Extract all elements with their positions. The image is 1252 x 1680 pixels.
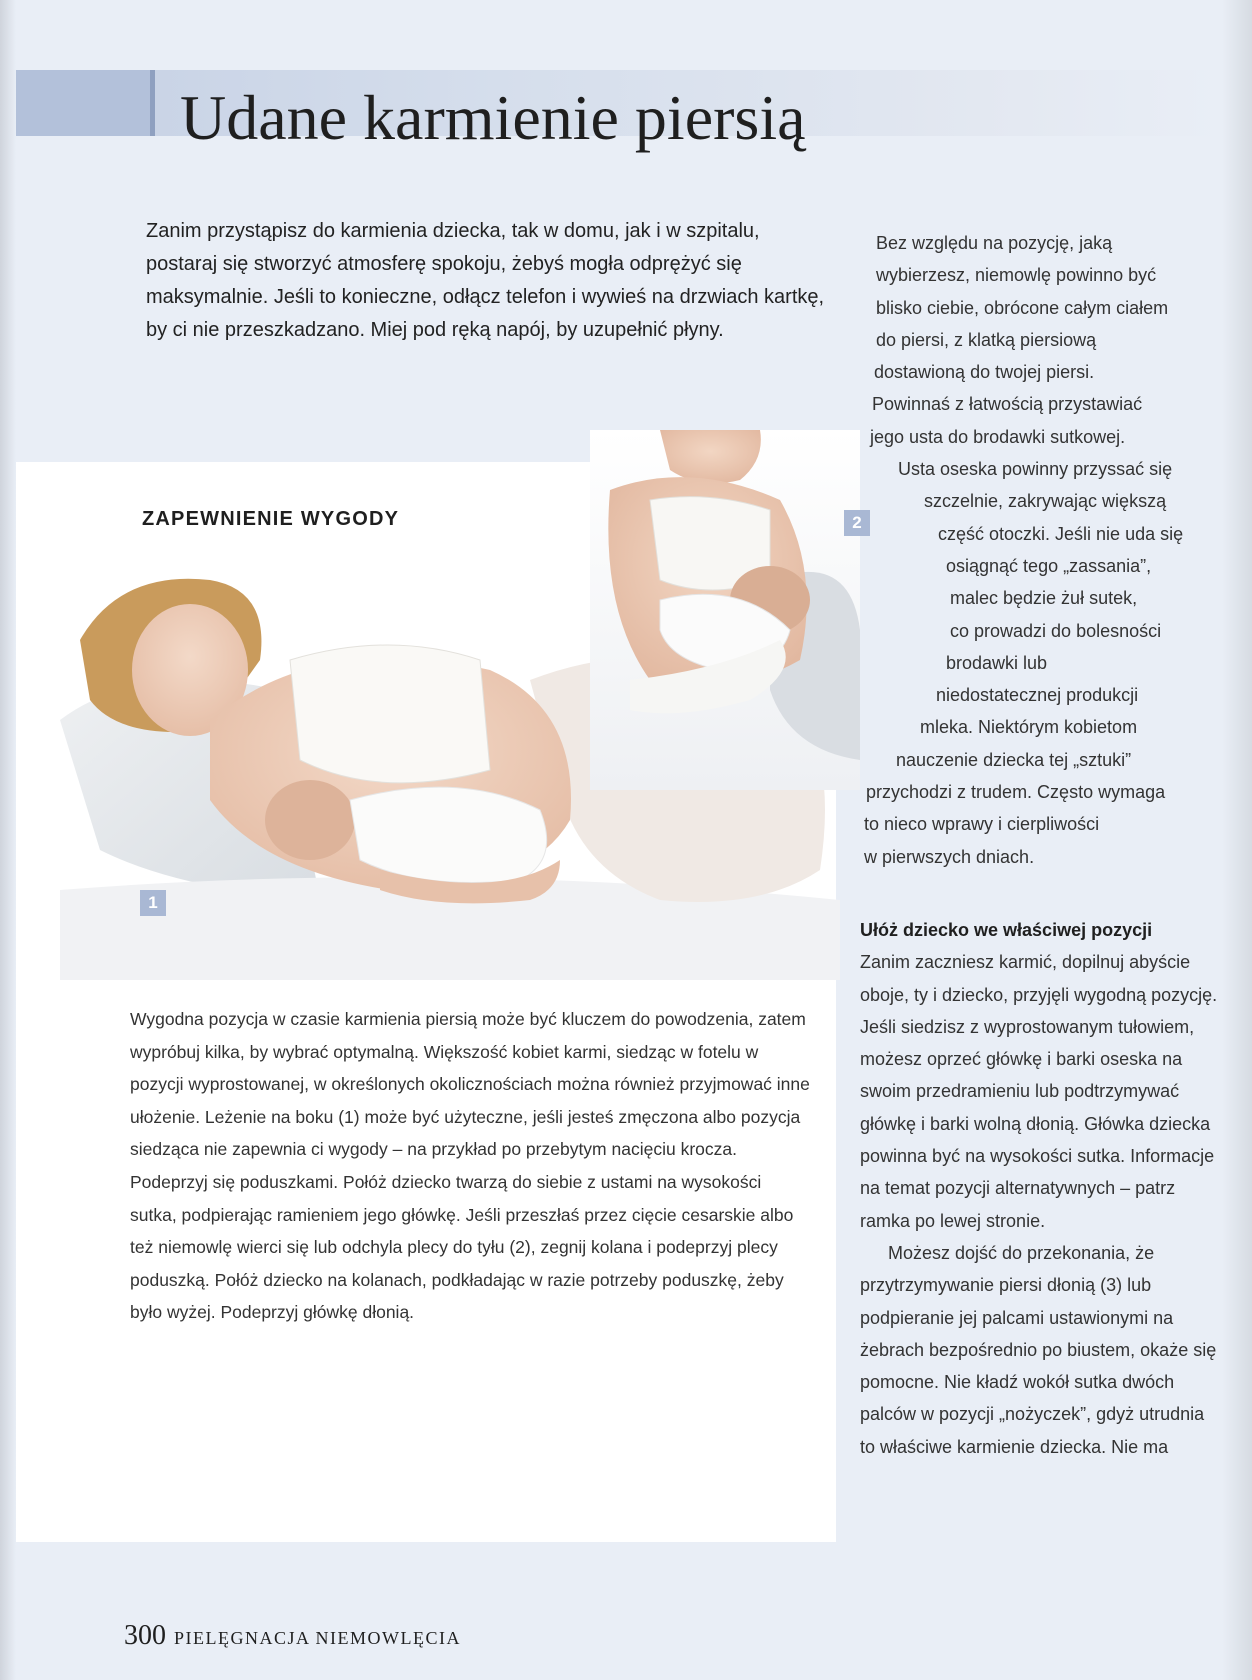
right-text-line: do piersi, z klatką piersiową bbox=[876, 329, 1097, 350]
title-accent-bar bbox=[150, 70, 155, 136]
right-subheading: Ułóż dziecko we właściwej pozycji bbox=[860, 920, 1153, 940]
right-text-line: osiągnąć tego „zassania”, bbox=[946, 555, 1152, 576]
intro-paragraph: Zanim przystąpisz do karmienia dziecka, tak w domu, jak i w szpitalu, postaraj się stworzyć atmosferę spokoju, żebyś mogła odprężyć się maksymalnie. Jeśli to konieczne, odłącz telefon i wywieś na drzwiach kartkę, by ci nie przeszkadzano. Miej pod ręką napój, by uzupełnić płyny. bbox=[146, 220, 825, 341]
right-text-line: w pierwszych dniach. bbox=[864, 846, 1035, 867]
right-text-line: niedostatecznej produkcji bbox=[936, 685, 1139, 706]
page-footer bbox=[124, 1620, 461, 1652]
right-text-line: co prowadzi do bolesności bbox=[950, 620, 1162, 641]
page-edge-right bbox=[1222, 0, 1252, 1680]
title-accent-block bbox=[16, 70, 152, 136]
photo-badge-1: 1 bbox=[140, 890, 166, 916]
right-text-line: malec będzie żuł sutek, bbox=[950, 588, 1138, 609]
right-column-bottom bbox=[860, 914, 1220, 1463]
page-edge-left bbox=[0, 0, 16, 1680]
right-text-line: część otoczki. Jeśli nie uda się bbox=[938, 523, 1184, 544]
left-body-paragraph: Wygodna pozycja w czasie karmienia piersią może być kluczem do powodzenia, zatem wypróbuj kilka, by wybrać optymalną. Większość kobiet karmi, siedząc w fotelu w pozycji wyprostowanej, w określonych okolicznościach można również przyjmować inne ułożenie. Leżenie na boku (1) może być użyteczne, jeśli jesteś zmęczona albo pozycja siedząca nie zapewnia ci wygody – na przykład po przebytym nacięciu krocza. Podeprzyj się poduszkami. Połóż dziecko twarzą do siebie z ustami na wysokości sutka, podpierając ramieniem jego główkę. Jeśli przeszłaś przez cięcie cesarskie albo też niemowlę wierci się lub odchyla plecy do tyłu (2), zegnij kolana i podeprzyj plecy poduszką. Połóż dziecko na kolanach, podkładając w razie potrzeby poduszkę, żeby było wyżej. Podeprzyj główkę dłonią. bbox=[130, 1009, 810, 1323]
right-text-line: wybierzesz, niemowlę powinno być bbox=[876, 265, 1157, 286]
right-paragraph-2: Możesz dojść do przekonania, że przytrzymywanie piersi dłonią (3) lub podpieranie jej palcami ustawionymi na żebrach bezpośrednio po biustem, okaże się pomocne. Nie kładź wokół sutka dwóch palców w pozycji „nożyczek”, gdyż utrudnia to właściwe karmienie dziecka. Nie ma bbox=[860, 1242, 1217, 1457]
section-heading: ZAPEWNIENIE WYGODY bbox=[142, 508, 400, 530]
right-text-line: nauczenie dziecka tej „sztuki” bbox=[896, 749, 1132, 770]
right-text-line: szczelnie, zakrywając większą bbox=[924, 491, 1167, 512]
right-text-line: mleka. Niektórym kobietom bbox=[920, 717, 1138, 738]
page-number: 300 bbox=[124, 1620, 166, 1651]
right-text-line: to nieco wprawy i cierpliwości bbox=[864, 814, 1100, 835]
right-text-line: Usta oseska powinny przyssać się bbox=[898, 459, 1173, 480]
right-text-line: przychodzi z trudem. Często wymaga bbox=[866, 782, 1166, 803]
right-paragraph-1: Zanim zaczniesz karmić, dopilnuj abyście oboje, ty i dziecko, przyjęli wygodną pozycję. Jeśli siedzisz z wyprostowanym tułowiem, możesz oprzeć główkę i barki oseska na swoim przedramieniu lub podtrzymywać główkę i barki wolną dłonią. Główka dziecka powinna być na wysokości sutka. Informacje na temat pozycji alternatywnych – patrz ramka po lewej stronie. bbox=[860, 952, 1218, 1231]
photo-seated-feeding bbox=[590, 430, 860, 790]
right-text-line: brodawki lub bbox=[946, 652, 1048, 673]
page-title: Udane karmienie piersią bbox=[180, 82, 806, 153]
right-text-line: Powinnaś z łatwością przystawiać bbox=[872, 394, 1143, 415]
right-text-line: jego usta do brodawki sutkowej. bbox=[870, 426, 1126, 447]
photo-badge-2: 2 bbox=[844, 510, 870, 536]
right-text-line: dostawioną do twojej piersi. bbox=[874, 362, 1095, 383]
right-text-line: blisko ciebie, obrócone całym ciałem bbox=[876, 297, 1169, 318]
right-text-line: Bez względu na pozycję, jaką bbox=[876, 233, 1113, 253]
footer-section-title: PIELĘGNACJA NIEMOWLĘCIA bbox=[174, 1628, 461, 1648]
right-column-top bbox=[864, 227, 1224, 873]
